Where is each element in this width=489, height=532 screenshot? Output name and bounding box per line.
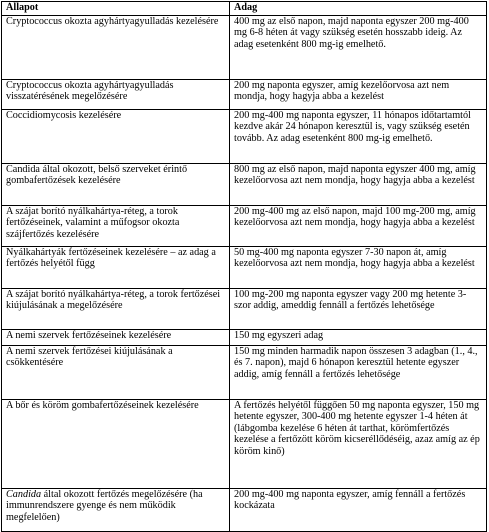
condition-cell: A bőr és köröm gombafertőzéseinek kezelésére (2, 399, 230, 488)
condition-cell: A szájat borító nyálkahártya-réteg, a torok fertőzéseinek, valamint a műfogsor okozta szájfertőzés kezelésére (2, 205, 230, 246)
table-row (2, 15, 487, 79)
dose-cell: 200 mg-400 mg naponta egyszer, 11 hónapos időtartamtól kezdve akár 24 hónapon keresztül is, vagy szükség esetén tovább. Az adag esetenként 800 mg-ig emelhető. (230, 109, 487, 163)
condition-italic-term: Candida (6, 488, 42, 500)
table-row (2, 329, 487, 345)
dose-cell: 200 mg naponta egyszer, amíg kezelőorvosa azt nem mondja, hogy hagyja abba a kezelést (230, 79, 487, 109)
table-row (2, 399, 487, 488)
table-row (2, 205, 487, 246)
table-row (2, 79, 487, 109)
table-row (2, 163, 487, 205)
dose-cell: 150 mg minden harmadik napon összesen 3 adagban (1., 4., és 7. napon), majd 6 hónapon keresztül hetente egyszer addig, amíg fennáll a fertőzés lehetősége (230, 345, 487, 399)
condition-cell: Nyálkahártyák fertőzéseinek kezelésére – az adag a fertőzés helyétől függ (2, 246, 230, 288)
condition-text: által okozott fertőzés megelőzésére (ha immunrendszere gyenge és nem működik megfelelően) (6, 488, 203, 523)
condition-cell: Coccidiomycosis kezelésére (2, 109, 230, 163)
dose-cell: 800 mg az első napon, majd naponta egyszer 400 mg, amíg kezelőorvosa azt nem mondja, hogy hagyja abba a kezelést (230, 163, 487, 205)
dosage-table-container (1, 1, 486, 532)
header-dose: Adag (230, 2, 487, 16)
dose-cell: 200 mg-400 mg naponta egyszer, amíg fennáll a fertőzés kockázata (230, 488, 487, 531)
condition-cell: A nemi szervek fertőzéseinek kezelésére (2, 329, 230, 345)
dose-cell: 50 mg-400 mg naponta egyszer 7-30 napon át, amíg kezelőorvosa azt nem mondja, hogy hagyja abba a kezelést (230, 246, 487, 288)
table-row (2, 345, 487, 399)
condition-cell: A nemi szervek fertőzései kiújulásának a csökkentésére (2, 345, 230, 399)
condition-cell: A szájat borító nyálkahártya-réteg, a torok fertőzései kiújulásának a megelőzésére (2, 288, 230, 329)
table-row (2, 109, 487, 163)
table-header-row (2, 2, 487, 16)
table-row (2, 246, 487, 288)
dose-cell: 400 mg az első napon, majd naponta egyszer 200 mg-400 mg 6-8 héten át vagy szükség esetén hosszabb ideig. Az adag esetenként 800 mg-ig emelhető. (230, 15, 487, 79)
header-condition: Állapot (2, 2, 230, 16)
condition-cell: Cryptococcus okozta agyhártyagyulladás kezelésére (2, 15, 230, 79)
dose-cell: 100 mg-200 mg naponta egyszer vagy 200 mg hetente 3-szor addig, ameddig fennáll a fertőzés lehetősége (230, 288, 487, 329)
dose-cell: A fertőzés helyétől függően 50 mg naponta egyszer, 150 mg hetente egyszer, 300-400 mg hetente egyszer 1-4 héten át (lábgomba kezelése 6 héten át tarthat, körömfertőzés kezelése a fertőzött köröm kicseréllődéséig, azaz amíg az ép köröm kinő) (230, 399, 487, 488)
condition-cell: Candida által okozott, belső szerveket érintő gombafertőzések kezelésére (2, 163, 230, 205)
condition-cell: Cryptococcus okozta agyhártyagyulladás visszatérésének megelőzésére (2, 79, 230, 109)
dose-cell: 150 mg egyszeri adag (230, 329, 487, 345)
table-row (2, 288, 487, 329)
dosage-table (1, 1, 487, 532)
dose-cell: 200 mg-400 mg az első napon, majd 100 mg-200 mg, amíg kezelőorvosa azt nem mondja, hogy hagyja abba a kezelést (230, 205, 487, 246)
